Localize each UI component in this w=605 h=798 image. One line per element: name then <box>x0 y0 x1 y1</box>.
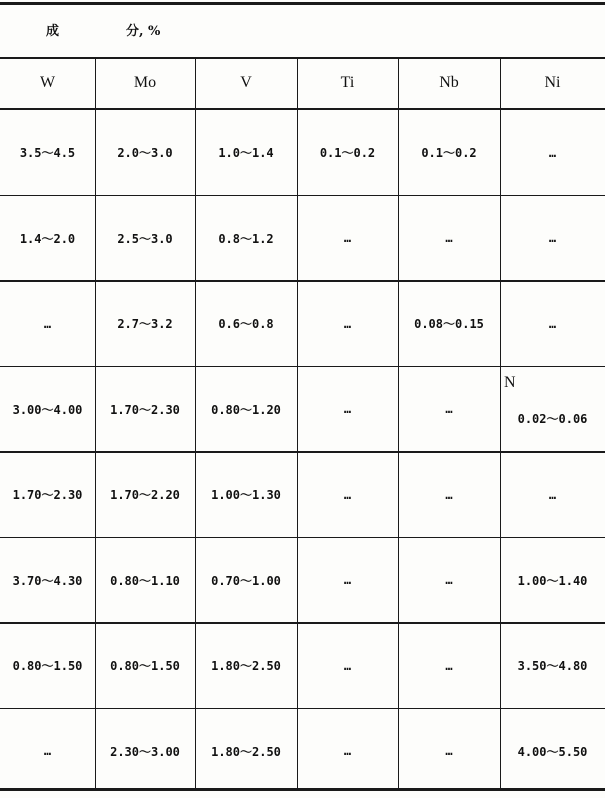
table-cell: 3.50～4.80 <box>517 659 588 674</box>
table-cell: … <box>343 658 352 673</box>
table-cell: … <box>548 316 557 331</box>
table-cell: … <box>445 487 453 502</box>
table-cell: … <box>343 316 352 331</box>
table-cell: 1.0～1.4 <box>218 146 274 161</box>
table-cell: 2.7～3.2 <box>117 317 173 332</box>
table-cell: … <box>343 573 352 588</box>
table-cell: 2.5～3.0 <box>117 231 173 246</box>
column-header: Nb <box>439 74 459 91</box>
table-cell: … <box>343 231 352 246</box>
table-cell: 1.80～2.50 <box>211 659 281 674</box>
table-cell: … <box>445 231 453 246</box>
column-header: Ti <box>340 74 355 91</box>
table-cell: … <box>43 316 52 331</box>
table-cell: 0.1～0.2 <box>421 146 477 161</box>
table-cell: 1.70～2.20 <box>110 488 180 503</box>
table-cell: 3.00～4.00 <box>12 402 83 417</box>
table-cell: 0.8～1.2 <box>218 231 274 246</box>
ni-cell-element-label: N <box>504 374 516 391</box>
composition-caption-right: 分, % <box>126 24 161 39</box>
table-cell: … <box>445 402 453 417</box>
table-cell: 0.80～1.20 <box>211 402 281 417</box>
table-cell: 3.70～4.30 <box>12 573 83 588</box>
table-cell: 0.1～0.2 <box>319 146 376 161</box>
table-cell: … <box>548 231 557 246</box>
table-cell: 1.00～1.30 <box>211 488 281 503</box>
table-cell: 0.80～1.10 <box>110 573 180 588</box>
table-cell: 0.80～1.50 <box>12 659 83 674</box>
composition-caption-left: 成 <box>46 24 60 39</box>
column-header: V <box>240 74 252 91</box>
table-cell: 0.6～0.8 <box>218 317 274 332</box>
table-cell: … <box>343 402 352 417</box>
table-cell: 0.80～1.50 <box>110 659 180 674</box>
table-cell: … <box>43 744 52 759</box>
table-cell: … <box>343 487 352 502</box>
table-cell: 3.5～4.5 <box>19 146 76 161</box>
table-cell: … <box>548 145 557 160</box>
column-header: W <box>39 74 56 91</box>
table-cell: 1.70～2.30 <box>110 402 180 417</box>
table-cell: 2.0～3.0 <box>117 146 173 161</box>
column-header: Ni <box>544 74 561 91</box>
table-cell: … <box>548 487 557 502</box>
table-cell: 0.08～0.15 <box>414 317 484 332</box>
table-cell: 0.70～1.00 <box>211 573 281 588</box>
table-cell: … <box>343 744 352 759</box>
table-cell: 2.30～3.00 <box>110 744 180 759</box>
table-cell: 1.00～1.40 <box>517 573 588 588</box>
table-cell: … <box>445 658 453 673</box>
table-cell: … <box>445 744 453 759</box>
table-cell: 1.80～2.50 <box>211 744 281 759</box>
table-cell: 0.02～0.06 <box>517 411 588 426</box>
table-cell: 4.00～5.50 <box>517 744 588 759</box>
top-rule <box>0 2 605 5</box>
table-cell: 1.70～2.30 <box>12 488 83 503</box>
table-cell: 1.4～2.0 <box>19 231 76 246</box>
table-cell: … <box>445 573 453 588</box>
bottom-rule <box>0 788 605 791</box>
column-header: Mo <box>133 74 157 91</box>
